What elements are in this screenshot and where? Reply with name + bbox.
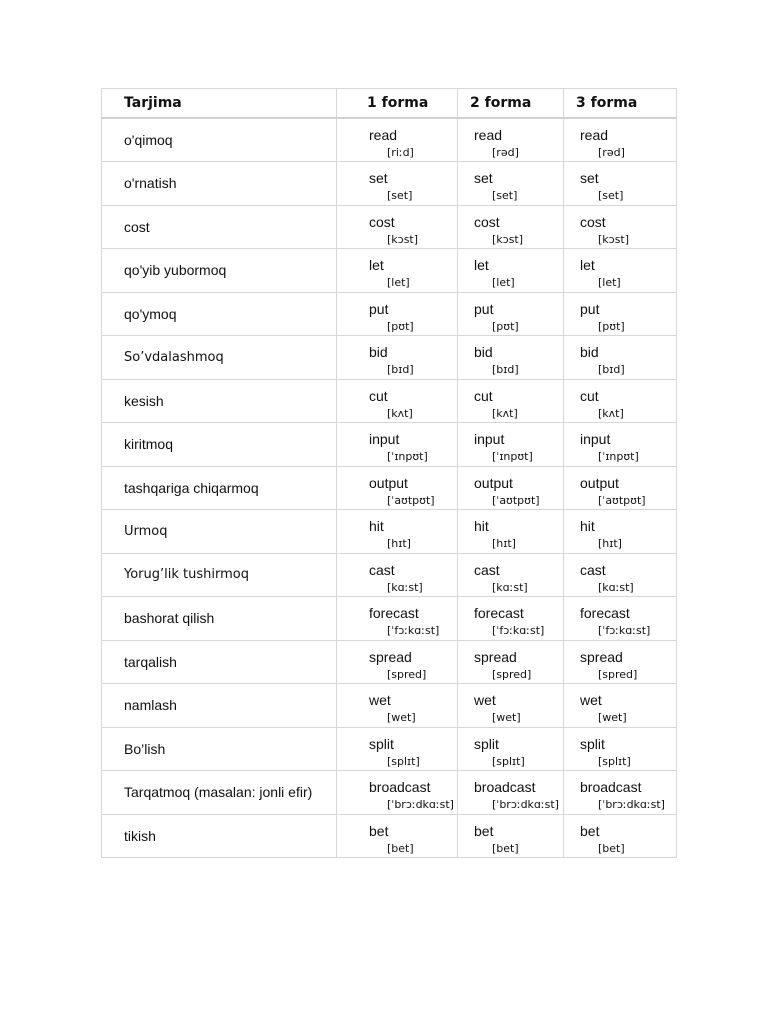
form-3-cell	[564, 814, 677, 858]
transcription-form-3: [kɔst]	[598, 232, 630, 246]
transcription-form-2: [ˈaʊtpʊt]	[492, 493, 540, 507]
header-translation: Tarjima	[102, 89, 337, 119]
table-row	[102, 336, 677, 380]
verb-form-2: cast	[474, 561, 500, 578]
table-row	[102, 379, 677, 423]
verb-form-3: input	[580, 431, 611, 447]
form-3-cell	[564, 423, 677, 467]
translation-cell: qo'ymoq	[102, 292, 337, 336]
form-1-cell	[337, 684, 458, 728]
translation-cell: Yorug’lik tushirmoq	[102, 553, 337, 597]
form-1-cell	[337, 423, 458, 467]
translation-cell: qo'yib yubormoq	[102, 249, 337, 293]
verb-form-2: input	[474, 431, 505, 447]
verb-form-1: input	[369, 431, 400, 447]
verb-form-1: let	[369, 257, 384, 273]
form-1-cell	[337, 336, 458, 380]
transcription-form-2: [hɪt]	[492, 537, 516, 550]
transcription-form-3: [set]	[598, 189, 624, 202]
verb-form-2: put	[474, 300, 494, 317]
translation-cell: bashorat qilish	[102, 597, 337, 641]
verb-form-3: split	[580, 735, 605, 752]
verb-form-3: hit	[580, 518, 595, 534]
form-1-cell	[337, 205, 458, 249]
transcription-form-3: [let]	[598, 276, 621, 289]
verb-form-1: set	[369, 170, 388, 186]
form-2-cell	[458, 510, 564, 554]
transcription-form-2: [set]	[492, 189, 518, 202]
transcription-form-3: [pʊt]	[598, 319, 625, 333]
verb-form-3: read	[580, 127, 609, 143]
form-1-cell	[337, 553, 458, 597]
transcription-form-1: [set]	[387, 189, 413, 202]
transcription-form-2: [ˈfɔːkɑːst]	[492, 624, 545, 637]
table-row	[102, 292, 677, 336]
form-3-cell	[564, 466, 677, 510]
form-2-cell	[458, 423, 564, 467]
table-row	[102, 553, 677, 597]
header-form-2: 2 forma	[458, 89, 564, 119]
table-row	[102, 423, 677, 467]
form-3-cell	[564, 162, 677, 206]
form-2-cell	[458, 684, 564, 728]
form-2-cell	[458, 553, 564, 597]
transcription-form-2: [rəd]	[492, 146, 519, 159]
transcription-form-3: [rəd]	[598, 146, 625, 159]
verb-form-3: bet	[580, 822, 600, 839]
form-1-cell	[337, 162, 458, 206]
form-3-cell	[564, 684, 677, 728]
form-2-cell	[458, 814, 564, 858]
form-2-cell	[458, 466, 564, 510]
verb-form-1: spread	[369, 648, 412, 665]
transcription-form-1: [bɪd]	[387, 363, 414, 376]
form-1-cell	[337, 771, 458, 815]
table-row	[102, 684, 677, 728]
table-row	[102, 162, 677, 206]
transcription-form-1: [riːd]	[387, 146, 414, 159]
form-1-cell	[337, 814, 458, 858]
verb-form-1: read	[369, 127, 398, 143]
form-1-cell	[337, 510, 458, 554]
verb-form-2: wet	[474, 692, 496, 708]
verb-form-3: bid	[580, 344, 599, 360]
transcription-form-1: [spred]	[387, 667, 427, 681]
verb-form-2: let	[474, 257, 489, 273]
verb-form-3: cut	[580, 387, 599, 404]
verb-form-2: set	[474, 170, 493, 186]
transcription-form-3: [splɪt]	[598, 754, 631, 768]
verb-form-2: hit	[474, 518, 489, 534]
transcription-form-3: [spred]	[598, 667, 638, 681]
transcription-form-1: [kɔst]	[387, 232, 419, 246]
table-row	[102, 727, 677, 771]
form-3-cell	[564, 510, 677, 554]
verb-form-1: forecast	[369, 605, 419, 621]
form-2-cell	[458, 379, 564, 423]
transcription-form-3: [bɪd]	[598, 363, 625, 376]
form-1-cell	[337, 597, 458, 641]
transcription-form-3: [kɑːst]	[598, 580, 634, 594]
transcription-form-1: [let]	[387, 276, 410, 289]
table-row	[102, 118, 677, 162]
translation-cell: tikish	[102, 814, 337, 858]
transcription-form-1: [kɑːst]	[387, 580, 423, 594]
transcription-form-1: [bet]	[387, 841, 414, 855]
translation-cell: tashqariga chiqarmoq	[102, 466, 337, 510]
form-2-cell	[458, 597, 564, 641]
transcription-form-2: [bɪd]	[492, 363, 519, 376]
verb-form-1: bid	[369, 344, 388, 360]
translation-cell: Bo’lish	[102, 727, 337, 771]
table-row	[102, 640, 677, 684]
verb-form-2: cost	[474, 213, 500, 230]
transcription-form-2: [wet]	[492, 711, 521, 724]
header-form-3: 3 forma	[564, 89, 677, 119]
form-2-cell	[458, 771, 564, 815]
form-2-cell	[458, 640, 564, 684]
transcription-form-2: [ˈɪnpʊt]	[492, 450, 533, 463]
form-1-cell	[337, 292, 458, 336]
verb-form-1: wet	[369, 692, 391, 708]
transcription-form-3: [hɪt]	[598, 537, 622, 550]
form-2-cell	[458, 118, 564, 162]
form-2-cell	[458, 249, 564, 293]
transcription-form-2: [kʌt]	[492, 406, 518, 420]
transcription-form-3: [kʌt]	[598, 406, 624, 420]
table-row	[102, 205, 677, 249]
translation-cell: So’vdalashmoq	[102, 336, 337, 380]
form-1-cell	[337, 466, 458, 510]
transcription-form-2: [spred]	[492, 667, 532, 681]
form-3-cell	[564, 118, 677, 162]
form-3-cell	[564, 553, 677, 597]
translation-cell: o'rnatish	[102, 162, 337, 206]
form-3-cell	[564, 379, 677, 423]
form-1-cell	[337, 640, 458, 684]
transcription-form-2: [let]	[492, 276, 515, 289]
form-2-cell	[458, 727, 564, 771]
translation-cell: kiritmoq	[102, 423, 337, 467]
transcription-form-2: [bet]	[492, 841, 519, 855]
verb-form-1: hit	[369, 518, 384, 534]
form-2-cell	[458, 205, 564, 249]
transcription-form-2: [kɔst]	[492, 232, 524, 246]
form-3-cell	[564, 771, 677, 815]
transcription-form-2: [pʊt]	[492, 319, 519, 333]
translation-cell: Urmoq	[102, 510, 337, 554]
transcription-form-1: [ˈaʊtpʊt]	[387, 493, 435, 507]
transcription-form-1: [wet]	[387, 711, 416, 724]
verb-form-1: bet	[369, 822, 389, 839]
table-row	[102, 814, 677, 858]
translation-cell: namlash	[102, 684, 337, 728]
transcription-form-1: [splɪt]	[387, 754, 420, 768]
form-3-cell	[564, 292, 677, 336]
verb-form-3: put	[580, 300, 600, 317]
verb-form-2: split	[474, 735, 499, 752]
form-2-cell	[458, 336, 564, 380]
verb-form-3: set	[580, 170, 599, 186]
translation-cell: o'qimoq	[102, 118, 337, 162]
form-3-cell	[564, 597, 677, 641]
verb-form-1: put	[369, 300, 389, 317]
verb-form-2: spread	[474, 648, 517, 665]
table-body	[102, 118, 677, 858]
verb-form-3: forecast	[580, 605, 630, 621]
translation-cell: tarqalish	[102, 640, 337, 684]
form-3-cell	[564, 336, 677, 380]
table-row	[102, 510, 677, 554]
table-header	[102, 89, 677, 119]
verb-form-3: spread	[580, 648, 623, 665]
verb-form-2: forecast	[474, 605, 524, 621]
transcription-form-3: [ˈbrɔːdkɑːst]	[598, 798, 665, 811]
verb-form-1: output	[369, 474, 408, 491]
verb-form-3: cast	[580, 561, 606, 578]
verb-form-3: wet	[580, 692, 602, 708]
transcription-form-3: [ˈaʊtpʊt]	[598, 493, 646, 507]
translation-cell: kesish	[102, 379, 337, 423]
transcription-form-3: [ˈɪnpʊt]	[598, 450, 639, 463]
transcription-form-1: [ˈɪnpʊt]	[387, 450, 428, 463]
transcription-form-3: [ˈfɔːkɑːst]	[598, 624, 651, 637]
transcription-form-3: [wet]	[598, 711, 627, 724]
verb-form-3: broadcast	[580, 779, 642, 795]
verb-form-2: bet	[474, 822, 494, 839]
header-form-1: 1 forma	[337, 89, 458, 119]
form-3-cell	[564, 640, 677, 684]
table-row	[102, 249, 677, 293]
verb-form-3: cost	[580, 213, 606, 230]
irregular-verbs-table	[101, 88, 677, 858]
verb-form-1: split	[369, 735, 394, 752]
verb-form-2: output	[474, 474, 513, 491]
verb-form-1: cut	[369, 387, 388, 404]
verb-form-2: cut	[474, 387, 493, 404]
transcription-form-2: [ˈbrɔːdkɑːst]	[492, 798, 559, 811]
verb-form-3: let	[580, 257, 595, 273]
table-row	[102, 771, 677, 815]
translation-cell: cost	[102, 205, 337, 249]
verb-form-2: bid	[474, 344, 493, 360]
transcription-form-1: [hɪt]	[387, 537, 411, 550]
verb-form-3: output	[580, 474, 619, 491]
verb-form-2: broadcast	[474, 779, 536, 795]
transcription-form-1: [ˈbrɔːdkɑːst]	[387, 798, 454, 811]
transcription-form-1: [ˈfɔːkɑːst]	[387, 624, 440, 637]
verb-form-2: read	[474, 127, 503, 143]
translation-cell: Tarqatmoq (masalan: jonli efir)	[102, 771, 337, 815]
form-2-cell	[458, 292, 564, 336]
form-1-cell	[337, 727, 458, 771]
transcription-form-2: [kɑːst]	[492, 580, 528, 594]
form-1-cell	[337, 118, 458, 162]
header-row	[102, 89, 677, 119]
form-3-cell	[564, 205, 677, 249]
transcription-form-1: [pʊt]	[387, 319, 414, 333]
form-3-cell	[564, 249, 677, 293]
verb-form-1: broadcast	[369, 779, 431, 795]
transcription-form-1: [kʌt]	[387, 406, 413, 420]
transcription-form-3: [bet]	[598, 841, 625, 855]
table-row	[102, 597, 677, 641]
transcription-form-2: [splɪt]	[492, 754, 525, 768]
form-2-cell	[458, 162, 564, 206]
form-3-cell	[564, 727, 677, 771]
verb-form-1: cast	[369, 561, 395, 578]
verb-form-1: cost	[369, 213, 395, 230]
form-1-cell	[337, 379, 458, 423]
form-1-cell	[337, 249, 458, 293]
table-row	[102, 466, 677, 510]
